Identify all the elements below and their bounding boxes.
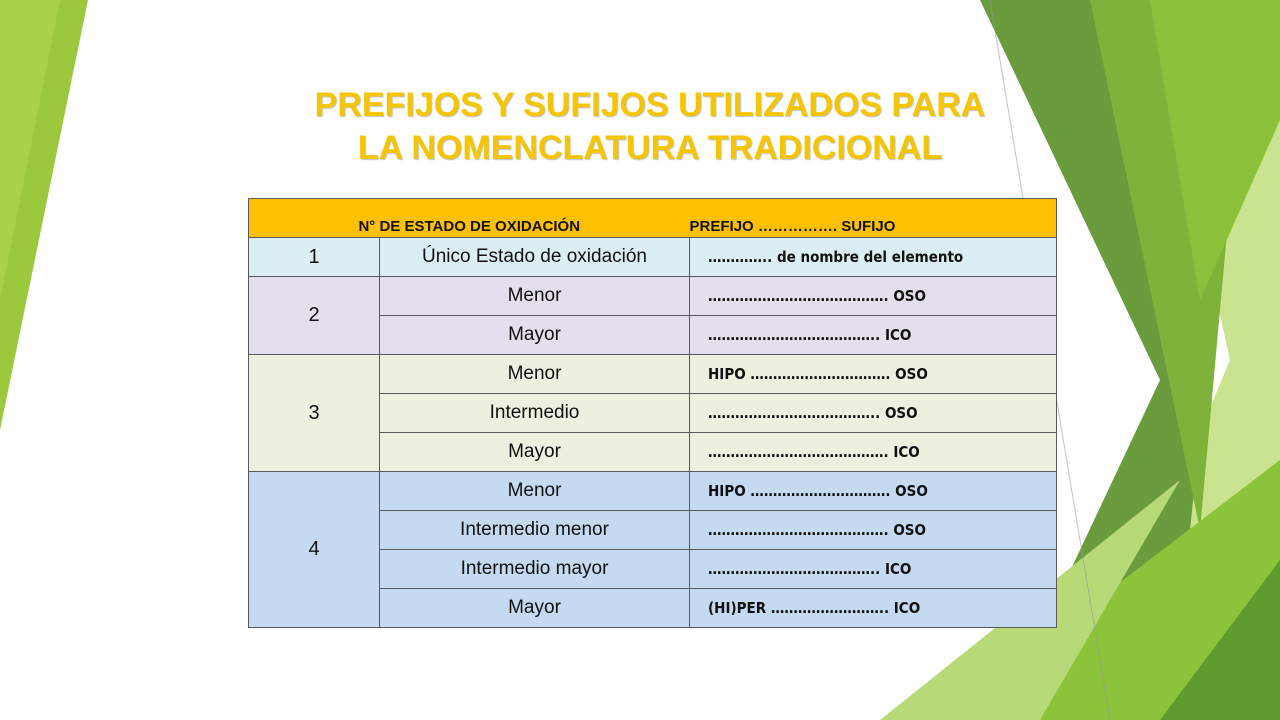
table-row [249, 238, 1057, 277]
table-row [249, 355, 1057, 394]
state-level: Mayor [380, 589, 690, 628]
state-number: 2 [249, 277, 380, 355]
title-line-2: LA NOMENCLATURA TRADICIONAL [357, 129, 943, 167]
prefix-suffix-rule: ……………………………….. ICO [690, 550, 1057, 589]
prefix-suffix-rule: HIPO …………………………. OSO [690, 472, 1057, 511]
table-header-row [249, 199, 1057, 238]
slide-title [200, 84, 1100, 170]
state-level: Intermedio mayor [380, 550, 690, 589]
prefix-suffix-rule: ………….. de nombre del elemento [690, 238, 1057, 277]
title-line-1: PREFIJOS Y SUFIJOS UTILIZADOS PARA [314, 86, 986, 124]
state-level: Mayor [380, 433, 690, 472]
state-level: Intermedio menor [380, 511, 690, 550]
oxidation-table [248, 198, 1057, 628]
state-number: 3 [249, 355, 380, 472]
prefix-suffix-rule: HIPO …………………………. OSO [690, 355, 1057, 394]
prefix-suffix-rule: (HI)PER …………………….. ICO [690, 589, 1057, 628]
state-level: Intermedio [380, 394, 690, 433]
prefix-suffix-rule: ……………………………….. OSO [690, 394, 1057, 433]
state-level: Mayor [380, 316, 690, 355]
table-row [249, 472, 1057, 511]
header-oxidation-state: N° DE ESTADO DE OXIDACIÓN [249, 199, 690, 238]
state-level: Menor [380, 277, 690, 316]
state-number: 4 [249, 472, 380, 628]
state-level: Menor [380, 355, 690, 394]
state-level: Único Estado de oxidación [380, 238, 690, 277]
prefix-suffix-rule: …………………………………. OSO [690, 511, 1057, 550]
state-number: 1 [249, 238, 380, 277]
prefix-suffix-rule: ……………………………….. ICO [690, 316, 1057, 355]
table-row [249, 277, 1057, 316]
prefix-suffix-rule: …………………………………. OSO [690, 277, 1057, 316]
header-prefix-suffix: PREFIJO ……………. SUFIJO [690, 199, 1057, 238]
state-level: Menor [380, 472, 690, 511]
prefix-suffix-rule: …………………………………. ICO [690, 433, 1057, 472]
